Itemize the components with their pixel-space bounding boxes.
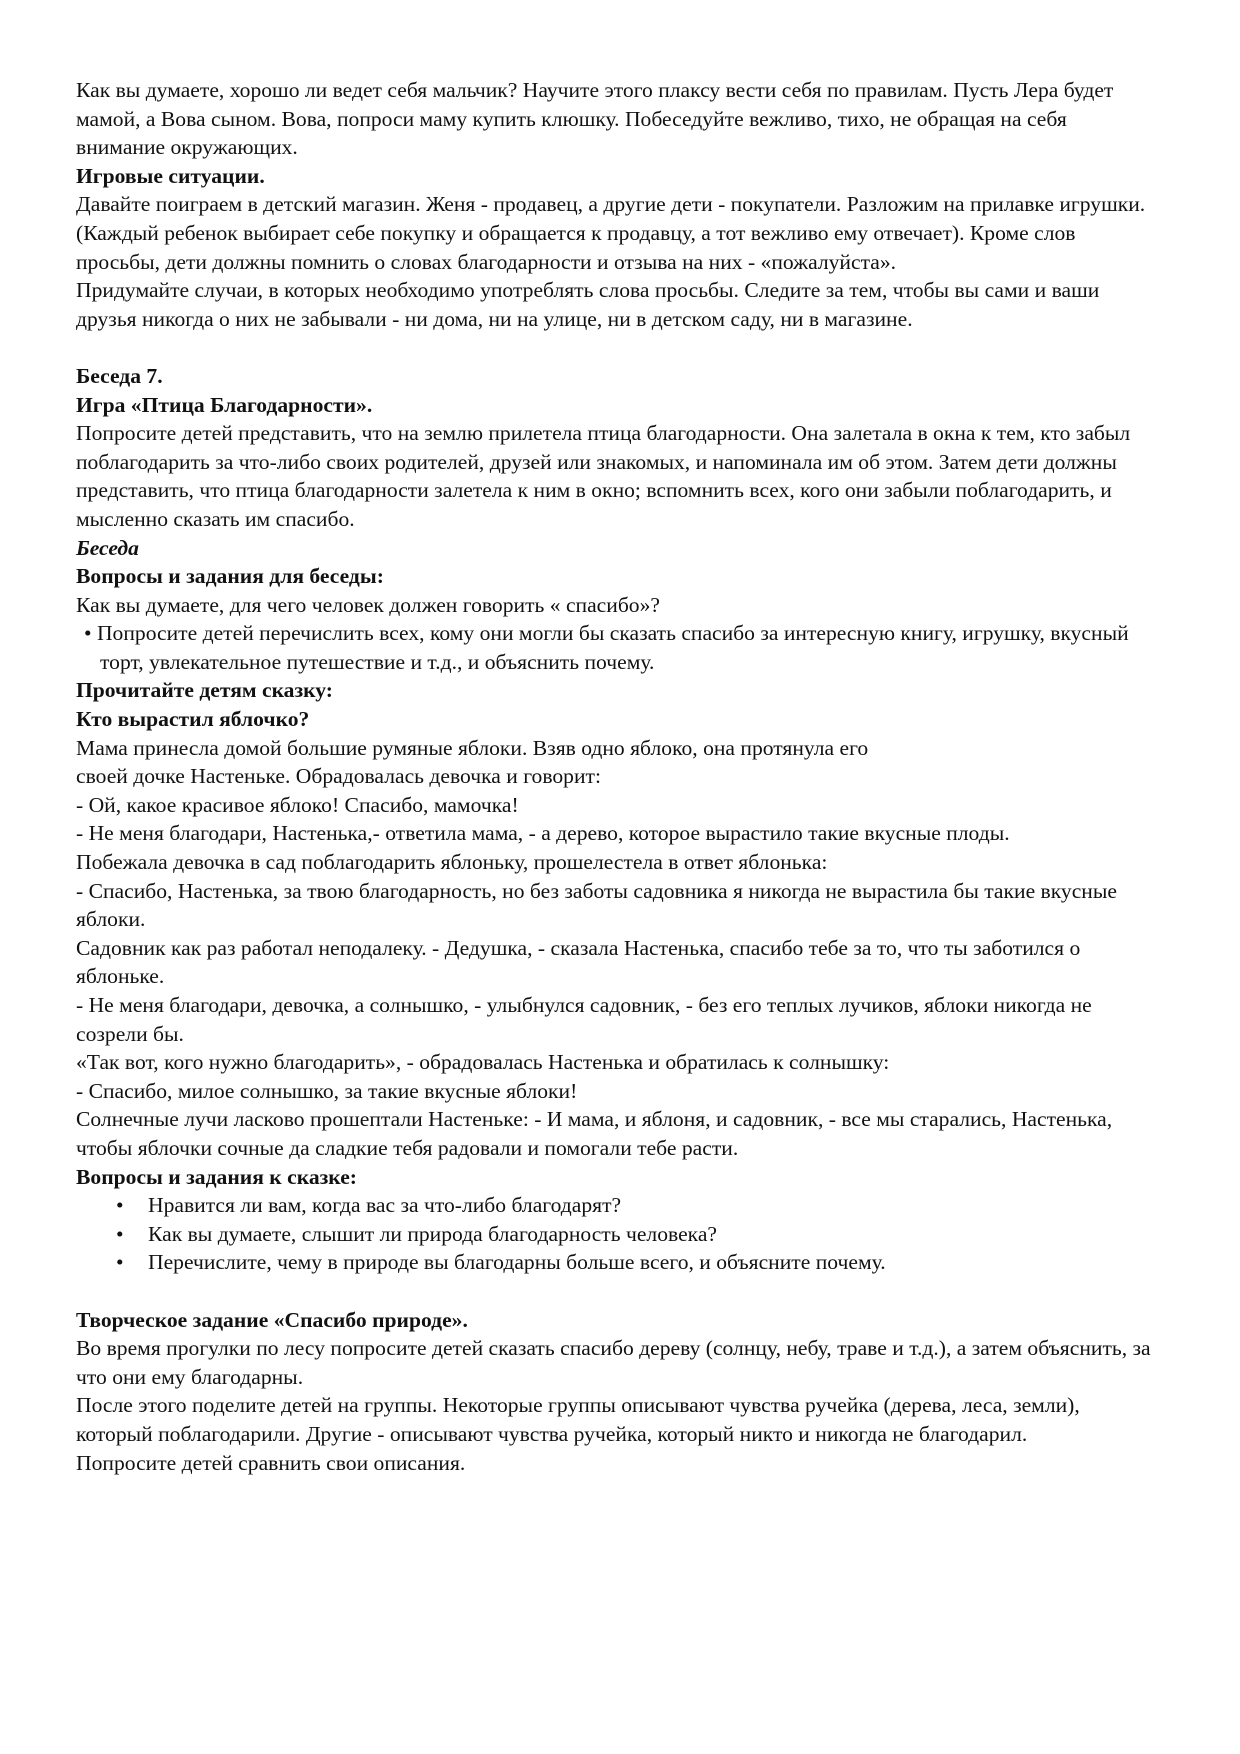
tale-questions-title: Вопросы и задания к сказке: [76, 1164, 357, 1189]
game-title-bird: Игра «Птица Благодарности». [76, 392, 373, 417]
tale-line: Побежала девочка в сад поблагодарить яблоньку, прошелестела в ответ яблонька: [76, 850, 828, 875]
beseda-label: Беседа [76, 535, 139, 560]
spacer [76, 333, 1160, 362]
section-heading-game-situations: Игровые ситуации. [76, 163, 265, 188]
tale-title: Кто вырастил яблочко? [76, 707, 310, 732]
spacer [76, 1277, 1160, 1306]
tale-line: - Ой, какое красивое яблоко! Спасибо, мамочка! [76, 792, 519, 817]
tale-line: Солнечные лучи ласково прошептали Настеньке: - И мама, и яблоня, и садовник, - все мы старались, Настенька, чтобы яблочки сочные да сладкие тебя радовали и помогали тебе расти. [76, 1107, 1113, 1160]
creative-task-title: Творческое задание «Спасибо природе». [76, 1307, 468, 1332]
tale-line: Садовник как раз работал неподалеку. - Дедушка, - сказала Настенька, спасибо тебе за то, что ты заботился о яблоньке. [76, 935, 1081, 989]
creative-paragraph: Во время прогулки по лесу попросите детей сказать спасибо дереву (солнцу, небу, траве и т.д.), а затем объяснить, за что они ему благодарны. [76, 1336, 1151, 1389]
creative-paragraph: Попросите детей сравнить свои описания. [76, 1450, 466, 1475]
creative-paragraph: После этого поделите детей на группы. Некоторые группы описывают чувства ручейка (дерева, леса, земли), который поблагодарили. Другие - описывают чувства ручейка, который никто и никогда не благодарил. [76, 1393, 1080, 1446]
shop-game-paragraph: Давайте поиграем в детский магазин. Женя - продавец, а другие дети - покупатели. Разложим на прилавке игрушки. (Каждый ребенок выбирает себе покупку и обращается к продавцу, а тот вежливо ему отвечает). Кроме слов просьбы, дети должны помнить о словах благодарности и отзыва на них - «пожалуйста». [76, 192, 1146, 274]
read-tale-title: Прочитайте детям сказку: [76, 678, 333, 703]
tale-questions-list [76, 1191, 1160, 1277]
game-description: Попросите детей представить, что на землю прилетела птица благодарности. Она залетала в окна к тем, кто забыл поблагодарить за что-либо своих родителей, друзей или знакомых, и напоминала им об этом. Затем дети должны представить, что птица благодарности залетела к ним в окно; вспомнить всех, кого они забыли поблагодарить, и мысленно сказать им спасибо. [76, 421, 1131, 531]
list-item: • Как вы думаете, слышит ли природа благодарность человека? [116, 1220, 1160, 1249]
tale-text [76, 734, 1160, 1163]
question-bullet-line: • Попросите детей перечислить всех, кому они могли бы сказать спасибо за интересную книгу, игрушку, вкусный торт, увлекательное путешествие и т.д., и объяснить почему. [84, 621, 1129, 674]
tale-line: «Так вот, кого нужно благодарить», - обрадовалась Настенька и обратилась к солнышку: [76, 1050, 890, 1075]
tale-line: - Спасибо, милое солнышко, за такие вкусные яблоки! [76, 1078, 578, 1103]
tale-line: Мама принесла домой большие румяные яблоки. Взяв одно яблоко, она протянула его [76, 735, 869, 760]
list-item: • Перечислите, чему в природе вы благодарны больше всего, и объясните почему. [116, 1248, 1160, 1277]
request-words-paragraph: Придумайте случаи, в которых необходимо употреблять слова просьбы. Следите за тем, чтобы вы сами и ваши друзья никогда о них не забывали - ни дома, ни на улице, ни в детском саду, ни в магазине. [76, 278, 1100, 331]
question-line: Как вы думаете, для чего человек должен говорить « спасибо»? [76, 592, 660, 617]
tale-line: - Не меня благодари, девочка, а солнышко, - улыбнулся садовник, - без его теплых лучиков, яблоки никогда не созрели бы. [76, 993, 1092, 1046]
tale-line: своей дочке Настеньке. Обрадовалась девочка и говорит: [76, 764, 601, 789]
beseda-7-title: Беседа 7. [76, 363, 163, 388]
tale-line: - Спасибо, Настенька, за твою благодарность, но без заботы садовника я никогда не вырастила бы такие вкусные яблоки. [76, 878, 1117, 932]
tale-line: - Не меня благодари, Настенька,- ответила мама, - а дерево, которое вырастило такие вкусные плоды. [76, 821, 1010, 846]
intro-paragraph: Как вы думаете, хорошо ли ведет себя мальчик? Научите этого плаксу вести себя по правилам. Пусть Лера будет мамой, а Вова сыном. Вова, попроси маму купить клюшку. Побеседуйте вежливо, тихо, не обращая на себя внимание окружающих. [76, 78, 1114, 160]
questions-title: Вопросы и задания для беседы: [76, 564, 384, 589]
list-item: • Нравится ли вам, когда вас за что-либо благодарят? [116, 1191, 1160, 1220]
